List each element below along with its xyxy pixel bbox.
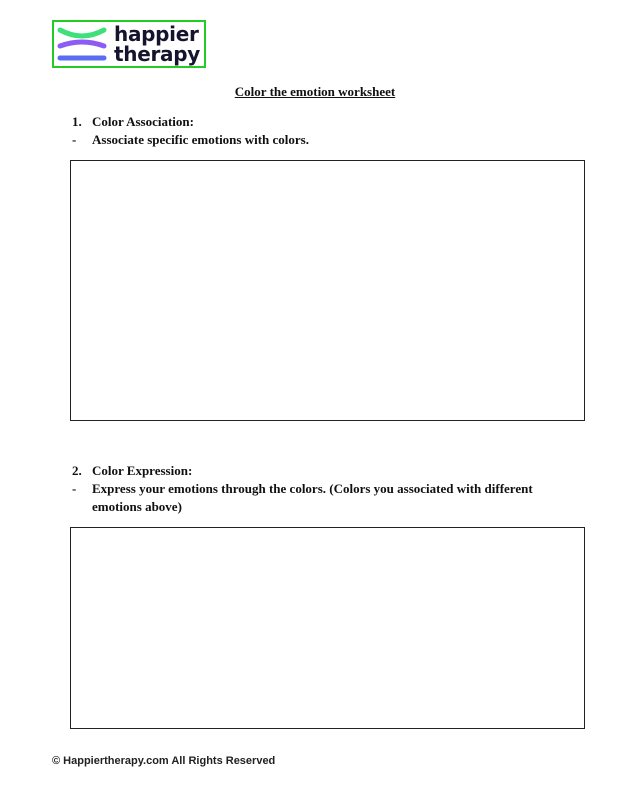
section-heading: Color Expression: bbox=[92, 463, 193, 478]
logo-text-line1: happier bbox=[114, 22, 199, 46]
section-heading: Color Association: bbox=[92, 114, 194, 129]
bullet-dash: - bbox=[72, 481, 77, 496]
logo-text-line2: therapy bbox=[114, 42, 200, 66]
worksheet-title: Color the emotion worksheet bbox=[234, 84, 396, 99]
brand-logo bbox=[52, 20, 206, 68]
bullet-dash: - bbox=[72, 132, 77, 147]
color-expression-box[interactable] bbox=[70, 527, 585, 729]
copyright-footer: © Happiertherapy.com All Rights Reserved bbox=[52, 755, 276, 767]
section-number: 1. bbox=[72, 114, 82, 129]
section-description: Associate specific emotions with colors. bbox=[92, 132, 309, 147]
section-description: Express your emotions through the colors. (Colors you associated with different emotions above) bbox=[92, 481, 533, 514]
section-number: 2. bbox=[72, 463, 82, 478]
logo-waves-icon bbox=[56, 24, 112, 64]
color-association-box[interactable] bbox=[70, 160, 585, 421]
